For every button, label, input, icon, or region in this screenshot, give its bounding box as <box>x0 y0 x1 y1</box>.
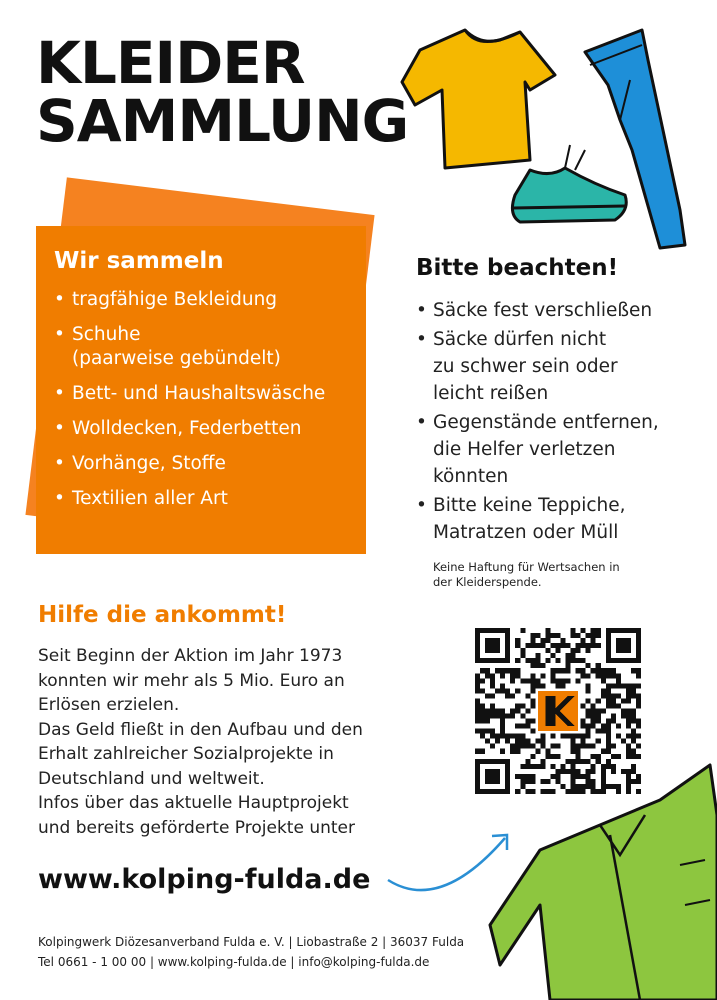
clothes-illustration <box>380 10 717 260</box>
help-section <box>38 602 418 840</box>
footer-address: Kolpingwerk Diözesanverband Fulda e. V. | Liobastraße 2 | 36037 Fulda <box>38 935 465 949</box>
footer <box>38 932 464 972</box>
title-line-2: SAMMLUNG <box>36 87 409 155</box>
help-heading: Hilfe die ankommt! <box>38 602 287 628</box>
collect-box <box>36 226 366 554</box>
collect-item: • Bett- und Haushaltswäsche <box>54 382 348 406</box>
notice-list <box>416 297 706 546</box>
collect-list <box>54 288 348 511</box>
footer-contact: Tel 0661 - 1 00 00 | www.kolping-fulda.de | info@kolping-fulda.de <box>38 955 430 969</box>
collect-item: • Vorhänge, Stoffe <box>54 452 348 476</box>
collect-item: • Wolldecken, Federbetten <box>54 417 348 441</box>
title-line-1: KLEIDER <box>36 29 305 97</box>
help-text: Seit Beginn der Aktion im Jahr 1973 konnten wir mehr als 5 Mio. Euro an Erlösen erzielen. Das Geld fließt in den Aufbau und den Erhalt zahlreicher Sozialprojekte in Deutschland und weltweit. Infos über das aktuelle Hauptprojekt und bereits geförderte Projekte unter <box>38 646 363 838</box>
collect-heading: Wir sammeln <box>54 248 224 274</box>
t-shirt-icon <box>402 30 555 168</box>
collect-item: • tragfähige Bekleidung <box>54 288 348 312</box>
website-link[interactable]: www.kolping-fulda.de <box>38 864 371 895</box>
notice-item: • Säcke dürfen nicht zu schwer sein oder leicht reißen <box>416 326 706 407</box>
notice-item: • Gegenstände entfernen, die Helfer verletzen könnten <box>416 409 706 490</box>
notice-item: • Bitte keine Teppiche, Matratzen oder Müll <box>416 492 706 546</box>
notice-item: • Säcke fest verschließen <box>416 297 706 324</box>
collect-item: • Schuhe (paarweise gebündelt) <box>54 323 348 371</box>
poster-title <box>36 29 409 155</box>
notice-heading: Bitte beachten! <box>416 255 619 281</box>
collect-item: • Textilien aller Art <box>54 487 348 511</box>
notice-section <box>416 255 706 590</box>
disclaimer: Keine Haftung für Wertsachen in der Kleiderspende. <box>433 560 620 589</box>
jacket-icon <box>480 755 717 1000</box>
